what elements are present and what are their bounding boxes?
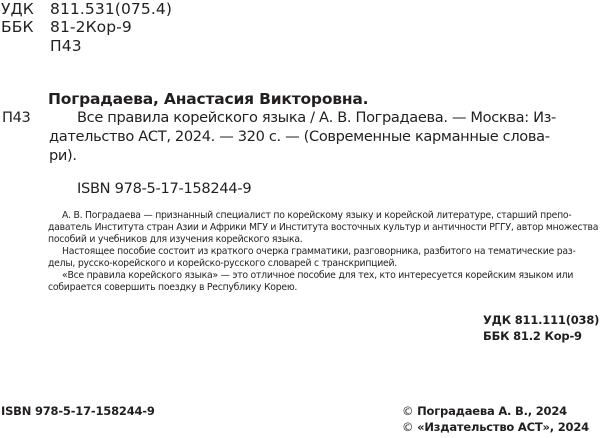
copyright-icon: © [402, 420, 414, 434]
udk-value: 811.531(075.4) [50, 0, 172, 18]
annotation-p2-line2: делы, русско-корейского и корейско-русского словарей с транскрипцией. [48, 258, 398, 269]
isbn-main: ISBN 978-5-17-158244-9 [77, 180, 252, 197]
annotation-p2-line1: Настоящее пособие состоит из краткого очерка грамматики, разговорника, разбитого на тематические раз- [62, 246, 576, 257]
annotation-p3-line1: «Все правила корейского языка» — это отличное пособие для тех, кто интересуется корейским языком или [62, 270, 574, 281]
copyright-publisher: «Издательство АСТ», 2024 [417, 420, 589, 434]
annotation-p3-line2: собирается совершить поездку в Республику Корею. [48, 282, 298, 293]
bbk-value: 81-2Кор-9 [50, 18, 132, 36]
copyright-line-2 [402, 420, 589, 434]
copyright-icon: © [402, 404, 414, 418]
bottom-isbn: ISBN 978-5-17-158244-9 [1, 404, 155, 418]
copyright-author: Поградаева А. В., 2024 [417, 404, 567, 418]
copyright-line-1 [402, 404, 567, 418]
bbk-label: ББК [1, 18, 34, 36]
entry-author-mark: П43 [2, 109, 31, 126]
entry-line-2: дательство АСТ, 2024. — 320 с. — (Современные карманные слова- [49, 128, 550, 145]
bottom-udk: УДК 811.111(038) [483, 313, 600, 327]
annotation-p1-line1: А. В. Поградаева — признанный специалист по корейскому языку и корейской литературе, старший препо- [62, 210, 572, 221]
author-heading: Поградаева, Анастасия Викторовна. [48, 90, 369, 108]
entry-line-3: ри). [49, 147, 77, 164]
annotation-p1-line3: пособий и учебников для изучения корейского языка. [48, 234, 303, 245]
udk-label: УДК [1, 0, 34, 18]
author-mark: П43 [50, 37, 82, 55]
annotation-p1-line2: даватель Института стран Азии и Африки МГУ и Института восточных культур и античности РГГУ, автор множества [48, 222, 599, 233]
bottom-bbk: ББК 81.2 Кор-9 [483, 329, 582, 343]
entry-line-1: Все правила корейского языка / А. В. Поградаева. — Москва: Из- [77, 109, 556, 126]
